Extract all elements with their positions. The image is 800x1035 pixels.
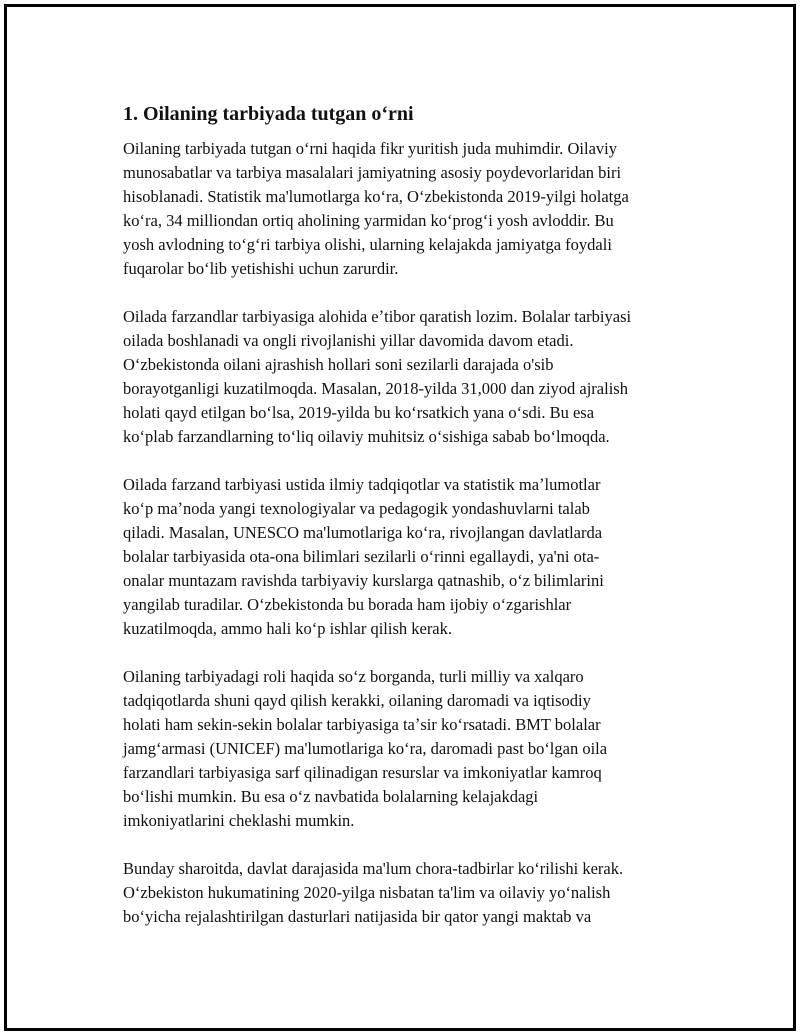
text-line: Oilada farzand tarbiyasi ustida ilmiy tadqiqotlar va statistik maʼlumotlar [123, 475, 601, 494]
paragraph-4 [123, 665, 703, 833]
text-line: tadqiqotlarda shuni qayd qilish kerakki, oilaning daromadi va iqtisodiy [123, 691, 591, 710]
text-line: yangilab turadilar. Oʻzbekistonda bu borada ham ijobiy oʻzgarishlar [123, 595, 572, 614]
text-line: Oilaning tarbiyadagi roli haqida soʻz borganda, turli milliy va xalqaro [123, 667, 584, 686]
text-line: holati ham sekin-sekin bolalar tarbiyasiga taʼsir koʻrsatadi. BMT bolalar [123, 715, 601, 734]
document-body [123, 101, 703, 953]
paragraph-3 [123, 473, 703, 641]
text-line: munosabatlar va tarbiya masalalari jamiyatning asosiy poydevorlaridan biri [123, 163, 622, 182]
text-line: yosh avlodning toʻgʻri tarbiya olishi, ularning kelajakda jamiyatga foydali [123, 235, 612, 254]
text-line: Oilaning tarbiyada tutgan oʻrni haqida fikr yuritish juda muhimdir. Oilaviy [123, 139, 617, 158]
text-line: hisoblanadi. Statistik ma'lumotlarga koʻra, Oʻzbekistonda 2019-yilgi holatga [123, 187, 629, 206]
text-line: kuzatilmoqda, ammo hali koʻp ishlar qilish kerak. [123, 619, 453, 638]
text-line: bolalar tarbiyasida ota-ona bilimlari sezilarli oʻrinni egallaydi, ya'ni ota- [123, 547, 600, 566]
text-line: imkoniyatlarini cheklashi mumkin. [123, 811, 355, 830]
paragraph-5 [123, 857, 703, 929]
text-line: qiladi. Masalan, UNESCO ma'lumotlariga koʻra, rivojlangan davlatlarda [123, 523, 603, 542]
text-line: holati qayd etilgan boʻlsa, 2019-yilda bu koʻrsatkich yana oʻsdi. Bu esa [123, 403, 595, 422]
text-line: onalar muntazam ravishda tarbiyaviy kurslarga qatnashib, oʻz bilimlarini [123, 571, 604, 590]
text-line: Oʻzbekistonda oilani ajrashish hollari soni sezilarli darajada o'sib [123, 355, 554, 374]
section-heading: 1. Oilaning tarbiyada tutgan oʻrni [123, 103, 414, 125]
paragraph-1 [123, 137, 703, 281]
text-line: fuqarolar boʻlib yetishishi uchun zarurdir. [123, 259, 399, 278]
text-line: farzandlari tarbiyasiga sarf qilinadigan resurslar va imkoniyatlar kamroq [123, 763, 602, 782]
text-line: koʻplab farzandlarning toʻliq oilaviy muhitsiz oʻsishiga sabab boʻlmoqda. [123, 427, 610, 446]
text-line: koʻp maʼnoda yangi texnologiyalar va pedagogik yondashuvlarni talab [123, 499, 590, 518]
text-line: borayotganligi kuzatilmoqda. Masalan, 2018-yilda 31,000 dan ziyod ajralish [123, 379, 628, 398]
text-line: koʻra, 34 milliondan ortiq aholining yarmidan koʻprogʻi yosh avloddir. Bu [123, 211, 614, 230]
text-line: oilada boshlanadi va ongli rivojlanishi yillar davomida davom etadi. [123, 331, 574, 350]
text-line: jamgʻarmasi (UNICEF) ma'lumotlariga koʻra, daromadi past boʻlgan oila [123, 739, 608, 758]
text-line: boʻlishi mumkin. Bu esa oʻz navbatida bolalarning kelajakdagi [123, 787, 539, 806]
text-line: Oilada farzandlar tarbiyasiga alohida eʼtibor qaratish lozim. Bolalar tarbiyasi [123, 307, 632, 326]
text-line: boʻyicha rejalashtirilgan dasturlari natijasida bir qator yangi maktab va [123, 907, 592, 926]
page-frame [4, 4, 796, 1031]
text-line: Bunday sharoitda, davlat darajasida ma'lum chora-tadbirlar koʻrilishi kerak. [123, 859, 624, 878]
text-line: Oʻzbekiston hukumatining 2020-yilga nisbatan ta'lim va oilaviy yoʻnalish [123, 883, 611, 902]
paragraph-2 [123, 305, 703, 449]
